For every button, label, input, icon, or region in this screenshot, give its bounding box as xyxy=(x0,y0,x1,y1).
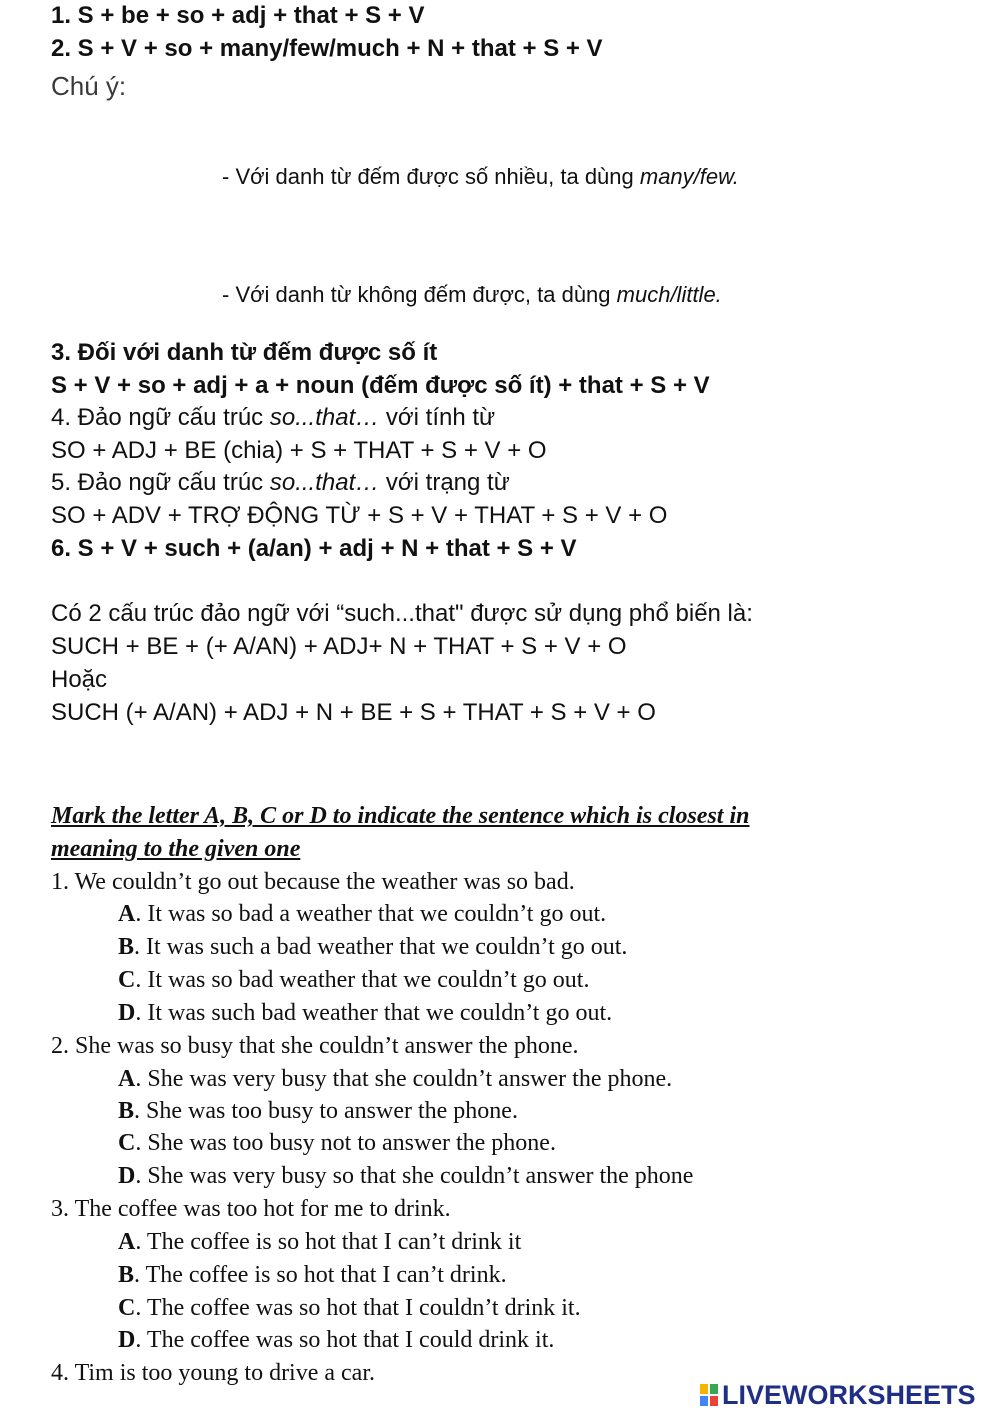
option-text: . The coffee is so hot that I can’t drink. xyxy=(134,1262,507,1288)
structure-5-prefix: 5. Đảo ngữ cấu trúc xyxy=(51,469,270,496)
exercise-heading-line-1: Mark the letter A, B, C or D to indicate the sentence which is closest in xyxy=(51,803,750,829)
option-letter: C xyxy=(118,1130,136,1156)
option-text: . She was too busy not to answer the phone. xyxy=(135,1130,556,1156)
structure-4-italic: so...that… xyxy=(269,404,380,431)
note-title: Chú ý: xyxy=(51,71,127,101)
q3-option-a[interactable] xyxy=(118,1230,521,1254)
structure-4-title xyxy=(51,406,495,430)
option-letter: B xyxy=(118,1262,135,1288)
option-text: . The coffee is so hot that I can’t drink it xyxy=(135,1229,522,1255)
option-letter: B xyxy=(118,1098,135,1124)
option-text: . She was very busy so that she couldn’t answer the phone xyxy=(135,1163,694,1189)
q2-option-c[interactable] xyxy=(118,1131,556,1155)
q2-option-d[interactable] xyxy=(118,1164,693,1188)
note-1-text: - Với danh từ đếm được số nhiều, ta dùng xyxy=(222,164,640,189)
option-letter: D xyxy=(118,1327,136,1353)
liveworksheets-logo-icon xyxy=(700,1384,718,1406)
option-text: . The coffee was so hot that I couldn’t drink it. xyxy=(135,1295,581,1321)
option-letter: C xyxy=(118,1295,136,1321)
structure-5-italic: so...that… xyxy=(269,469,380,496)
note-uncountable xyxy=(222,284,722,306)
option-letter: A xyxy=(118,1229,136,1255)
question-2: 2. She was so busy that she couldn’t answer the phone. xyxy=(51,1033,579,1059)
note-2-italic: much/little. xyxy=(616,282,722,307)
exercise-heading-line-2: meaning to the given one xyxy=(51,836,301,862)
structure-4-suffix: với tính từ xyxy=(379,404,496,431)
option-letter: D xyxy=(118,1000,136,1026)
structure-2: 2. S + V + so + many/few/much + N + that + S + V xyxy=(51,35,603,62)
structure-5-title xyxy=(51,471,510,495)
option-text: . The coffee was so hot that I could drink it. xyxy=(135,1327,555,1353)
structure-6: 6. S + V + such + (a/an) + adj + N + that + S + V xyxy=(51,535,577,562)
q2-option-a[interactable] xyxy=(118,1067,672,1091)
q2-option-b[interactable] xyxy=(118,1099,518,1123)
q3-option-c[interactable] xyxy=(118,1296,581,1320)
q1-option-d[interactable] xyxy=(118,1001,612,1025)
q1-option-a[interactable] xyxy=(118,902,606,926)
such-formula-2: SUCH (+ A/AN) + ADJ + N + BE + S + THAT + S + V + O xyxy=(51,699,656,726)
option-letter: A xyxy=(118,1066,136,1092)
question-3: 3. The coffee was too hot for me to drink. xyxy=(51,1196,451,1222)
option-text: . It was such bad weather that we couldn’t go out. xyxy=(135,1000,613,1026)
option-letter: A xyxy=(118,901,136,927)
structure-3-formula: S + V + so + adj + a + noun (đếm được số ít) + that + S + V xyxy=(51,372,710,399)
question-4: 4. Tim is too young to drive a car. xyxy=(51,1360,375,1386)
question-1: 1. We couldn’t go out because the weather was so bad. xyxy=(51,869,575,895)
q1-option-c[interactable] xyxy=(118,968,589,992)
option-letter: D xyxy=(118,1163,136,1189)
note-2-text: - Với danh từ không đếm được, ta dùng xyxy=(222,282,617,307)
option-text: . It was such a bad weather that we couldn’t go out. xyxy=(134,934,628,960)
or-label: Hoặc xyxy=(51,666,108,693)
option-text: . She was very busy that she couldn’t answer the phone. xyxy=(135,1066,673,1092)
structure-3-title: 3. Đối với danh từ đếm được số ít xyxy=(51,339,438,366)
liveworksheets-logo[interactable] xyxy=(700,1380,976,1410)
q1-option-b[interactable] xyxy=(118,935,627,959)
structure-5-formula: SO + ADV + TRỢ ĐỘNG TỪ + S + V + THAT + S + V + O xyxy=(51,502,668,529)
q3-option-b[interactable] xyxy=(118,1263,507,1287)
structure-4-prefix: 4. Đảo ngữ cấu trúc xyxy=(51,404,270,431)
logo-text: LIVEWORKSHEETS xyxy=(722,1379,976,1410)
option-letter: C xyxy=(118,967,136,993)
structure-5-suffix: với trạng từ xyxy=(379,469,510,496)
such-intro: Có 2 cấu trúc đảo ngữ với “such...that" được sử dụng phổ biến là: xyxy=(51,600,753,627)
note-countable-plural xyxy=(222,166,739,188)
option-text: . She was too busy to answer the phone. xyxy=(134,1098,518,1124)
q3-option-d[interactable] xyxy=(118,1328,554,1352)
option-text: . It was so bad weather that we couldn’t go out. xyxy=(135,967,590,993)
option-letter: B xyxy=(118,934,135,960)
structure-4-formula: SO + ADJ + BE (chia) + S + THAT + S + V + O xyxy=(51,437,547,464)
structure-1: 1. S + be + so + adj + that + S + V xyxy=(51,2,425,29)
option-text: . It was so bad a weather that we couldn’t go out. xyxy=(135,901,607,927)
such-formula-1: SUCH + BE + (+ A/AN) + ADJ+ N + THAT + S + V + O xyxy=(51,633,627,660)
note-1-italic: many/few. xyxy=(639,164,739,189)
